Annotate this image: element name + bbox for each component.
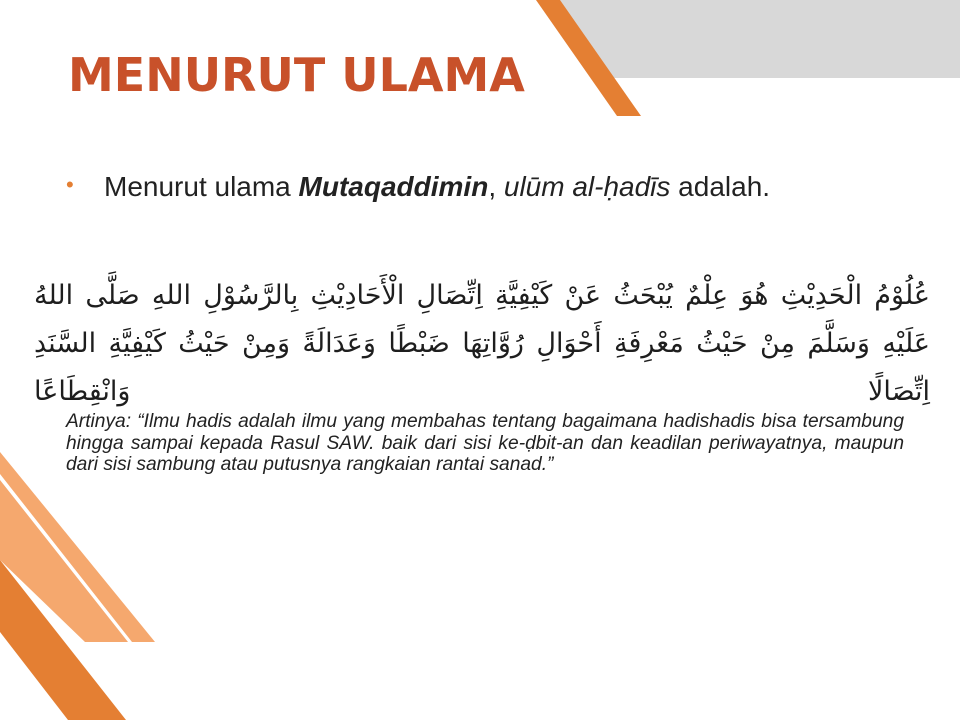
slide-title: MENURUT ULAMA [68, 48, 525, 102]
bullet-emphasis: Mutaqaddimin [298, 171, 489, 202]
bullet-suffix: adalah. [670, 171, 771, 202]
bullet-prefix: Menurut ulama [104, 171, 299, 202]
bullet-comma: , [488, 171, 504, 202]
bullet-dot-icon: • [66, 172, 74, 197]
translation-paragraph: Artinya: “Ilmu hadis adalah ilmu yang membahas tentang bagaimana hadishadis bisa tersambung hingga sampai kepada Rasul SAW. baik dari sisi ke-ḍbit-an dan keadilan periwayatnya, maupun dari sisi sambung atau putusnya rangkaian rantai sanad.” [66, 411, 904, 475]
bullet-term: ulūm al-ḥadīs [503, 171, 671, 202]
top-gray-band [555, 0, 960, 78]
arabic-definition-text: عُلُوْمُ الْحَدِيْثِ هُوَ عِلْمٌ يُبْحَثُ عَنْ كَيْفِيَّةِ اِتِّصَالِ الْأَحَادِيْثِ بِالرَّسُوْلِ اللهِ صَلَّى اللهُ عَلَيْهِ وَسَلَّمَ مِنْ حَيْثُ مَعْرِفَةِ أَحْوَالِ رُوَّاتِهَا ضَبْطًا وَعَدَالَةً وَمِنْ حَيْثُ كَيْفِيَّةِ السَّنَدِ اِتِّصَالًا وَانْقِطَاعًا [34, 280, 930, 407]
bullet-text [104, 170, 844, 203]
